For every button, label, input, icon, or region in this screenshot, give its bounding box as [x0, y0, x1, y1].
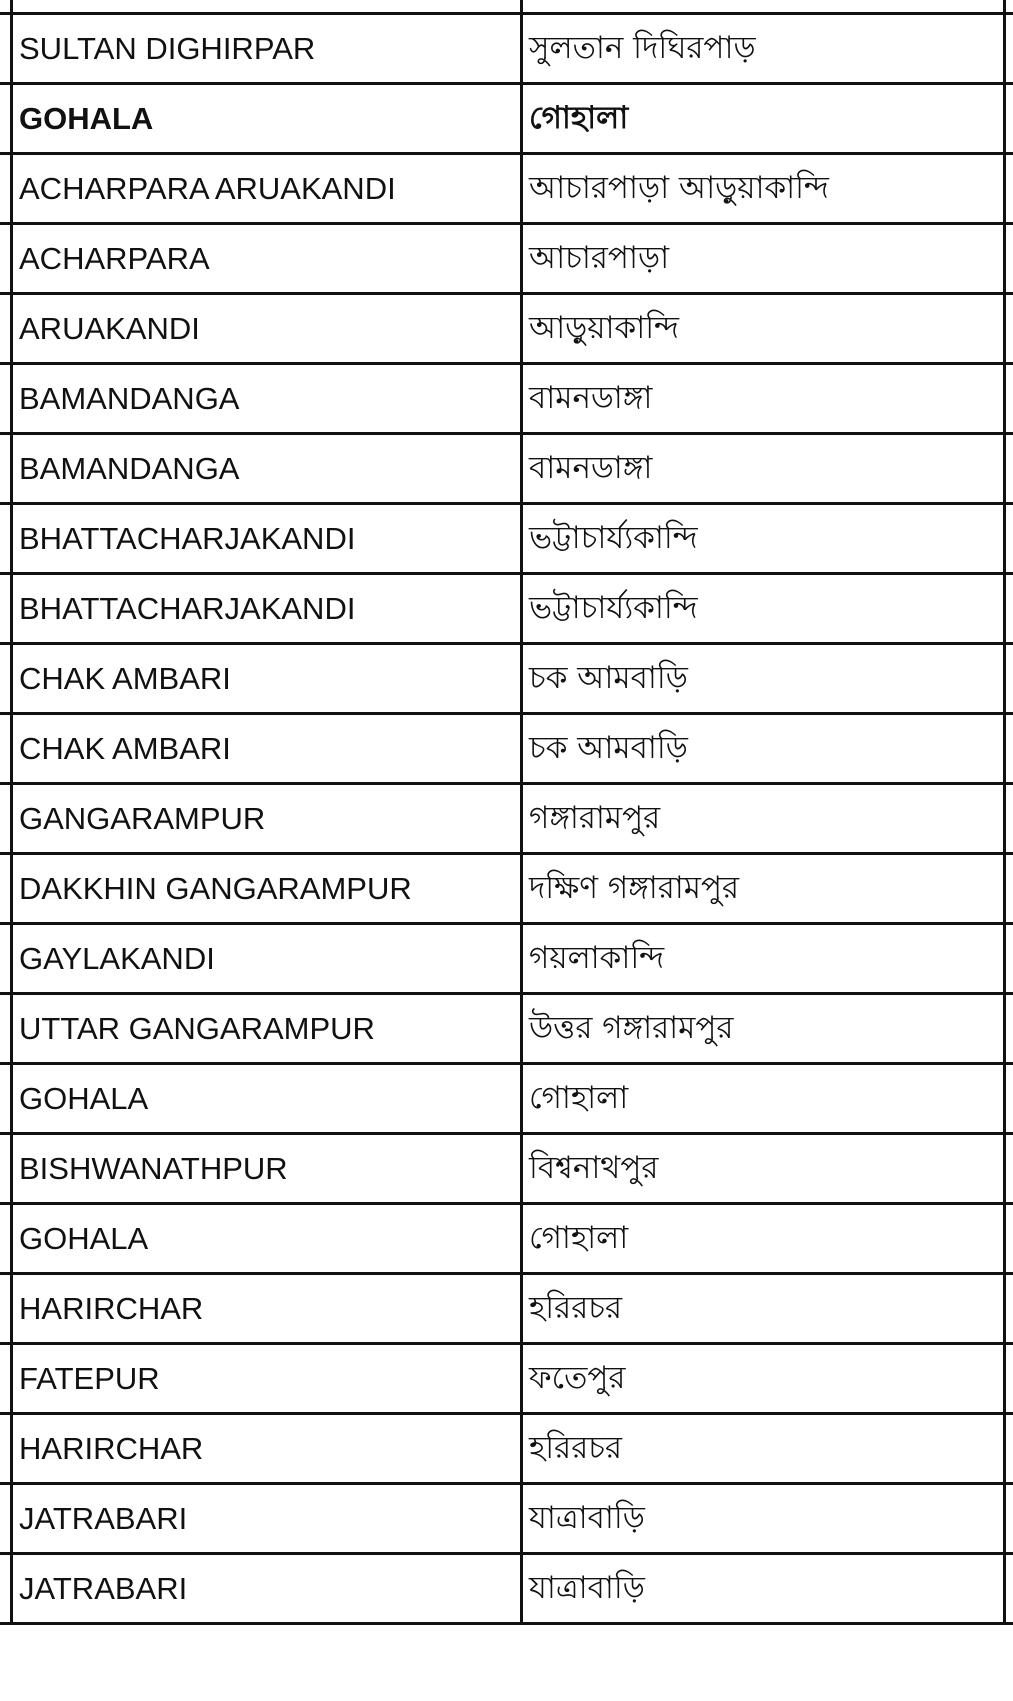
- table-row: [0, 363, 1013, 433]
- table-row: [0, 783, 1013, 853]
- bengali-name-cell: যাত্রাবাড়ি: [522, 1483, 1005, 1553]
- table-row: [0, 1133, 1013, 1203]
- table-edge-cell: [0, 363, 12, 433]
- english-name-cell: [12, 0, 522, 13]
- table-edge-cell: [1005, 363, 1013, 433]
- table-edge-cell: [1005, 923, 1013, 993]
- table-edge-cell: [1005, 783, 1013, 853]
- bengali-name-cell: উত্তর গঙ্গারামপুর: [522, 993, 1005, 1063]
- table-edge-cell: [1005, 1273, 1013, 1343]
- table-row: [0, 153, 1013, 223]
- table-edge-cell: [1005, 1343, 1013, 1413]
- table-edge-cell: [0, 923, 12, 993]
- table-row: [0, 1483, 1013, 1553]
- english-name-cell: CHAK AMBARI: [12, 643, 522, 713]
- bengali-name-cell: দক্ষিণ গঙ্গারামপুর: [522, 853, 1005, 923]
- table-edge-cell: [1005, 1413, 1013, 1483]
- table-edge-cell: [1005, 643, 1013, 713]
- table-row: [0, 1553, 1013, 1623]
- bengali-name-cell: গোহালা: [522, 1203, 1005, 1273]
- bengali-name-cell: বামনডাঙ্গা: [522, 433, 1005, 503]
- table-edge-cell: [1005, 1203, 1013, 1273]
- table-edge-cell: [1005, 1063, 1013, 1133]
- english-name-cell: GOHALA: [12, 83, 522, 153]
- table-row: [0, 1203, 1013, 1273]
- table-edge-cell: [0, 83, 12, 153]
- english-name-cell: UTTAR GANGARAMPUR: [12, 993, 522, 1063]
- bengali-name-cell: গঙ্গারামপুর: [522, 783, 1005, 853]
- table-edge-cell: [0, 503, 12, 573]
- table-row: [0, 573, 1013, 643]
- bengali-name-cell: আচারপাড়া আড়ুয়াকান্দি: [522, 153, 1005, 223]
- english-name-cell: ARUAKANDI: [12, 293, 522, 363]
- table-edge-cell: [0, 223, 12, 293]
- table-row: [0, 13, 1013, 83]
- english-name-cell: JATRABARI: [12, 1553, 522, 1623]
- english-name-cell: SULTAN DIGHIRPAR: [12, 13, 522, 83]
- table-edge-cell: [0, 1203, 12, 1273]
- english-name-cell: BAMANDANGA: [12, 433, 522, 503]
- english-name-cell: BHATTACHARJAKANDI: [12, 573, 522, 643]
- table-edge-cell: [0, 1413, 12, 1483]
- table-edge-cell: [1005, 713, 1013, 783]
- table-edge-cell: [1005, 223, 1013, 293]
- table-row: [0, 1063, 1013, 1133]
- table-row: [0, 83, 1013, 153]
- table-edge-cell: [0, 293, 12, 363]
- table-edge-cell: [1005, 993, 1013, 1063]
- table-edge-cell: [1005, 153, 1013, 223]
- english-name-cell: GAYLAKANDI: [12, 923, 522, 993]
- table-edge-cell: [1005, 573, 1013, 643]
- english-name-cell: GOHALA: [12, 1203, 522, 1273]
- bengali-name-cell: হরিরচর: [522, 1273, 1005, 1343]
- table-edge-cell: [1005, 1553, 1013, 1623]
- table-row: [0, 1413, 1013, 1483]
- table-row: [0, 643, 1013, 713]
- bengali-name-cell: চক আমবাড়ি: [522, 713, 1005, 783]
- table-edge-cell: [0, 713, 12, 783]
- table-edge-cell: [0, 0, 12, 13]
- english-name-cell: CHAK AMBARI: [12, 713, 522, 783]
- table-edge-cell: [0, 643, 12, 713]
- english-name-cell: BISHWANATHPUR: [12, 1133, 522, 1203]
- table-edge-cell: [0, 1483, 12, 1553]
- bengali-name-cell: চক আমবাড়ি: [522, 643, 1005, 713]
- english-name-cell: JATRABARI: [12, 1483, 522, 1553]
- english-name-cell: ACHARPARA: [12, 223, 522, 293]
- table-edge-cell: [1005, 13, 1013, 83]
- table-row: [0, 1343, 1013, 1413]
- table-edge-cell: [0, 433, 12, 503]
- english-name-cell: DAKKHIN GANGARAMPUR: [12, 853, 522, 923]
- english-name-cell: HARIRCHAR: [12, 1413, 522, 1483]
- table-row: [0, 993, 1013, 1063]
- table-edge-cell: [0, 1063, 12, 1133]
- table-row-cutoff: [0, 0, 1013, 13]
- bengali-name-cell: গোহালা: [522, 83, 1005, 153]
- bengali-name-cell: গয়লাকান্দি: [522, 923, 1005, 993]
- bengali-name-cell: আড়ুয়াকান্দি: [522, 293, 1005, 363]
- bengali-name-cell: বিশ্বনাথপুর: [522, 1133, 1005, 1203]
- english-name-cell: GANGARAMPUR: [12, 783, 522, 853]
- bengali-name-cell: যাত্রাবাড়ি: [522, 1553, 1005, 1623]
- bengali-name-cell: গোহালা: [522, 1063, 1005, 1133]
- english-name-cell: ACHARPARA ARUAKANDI: [12, 153, 522, 223]
- table-edge-cell: [1005, 1483, 1013, 1553]
- english-name-cell: BHATTACHARJAKANDI: [12, 503, 522, 573]
- english-name-cell: HARIRCHAR: [12, 1273, 522, 1343]
- table-edge-cell: [1005, 1133, 1013, 1203]
- bengali-name-cell: সুলতান দিঘিরপাড়: [522, 13, 1005, 83]
- table-edge-cell: [0, 1343, 12, 1413]
- table-edge-cell: [1005, 503, 1013, 573]
- table-row: [0, 1273, 1013, 1343]
- table-edge-cell: [1005, 0, 1013, 13]
- table-edge-cell: [0, 1273, 12, 1343]
- bengali-name-cell: ভট্টাচার্য্যকান্দি: [522, 503, 1005, 573]
- table-row: [0, 853, 1013, 923]
- table-edge-cell: [0, 1133, 12, 1203]
- table-row: [0, 433, 1013, 503]
- table-edge-cell: [0, 1553, 12, 1623]
- table-edge-cell: [1005, 853, 1013, 923]
- english-name-cell: GOHALA: [12, 1063, 522, 1133]
- table-edge-cell: [1005, 433, 1013, 503]
- bengali-name-cell: হরিরচর: [522, 1413, 1005, 1483]
- table-edge-cell: [0, 573, 12, 643]
- table-edge-cell: [1005, 293, 1013, 363]
- bengali-name-cell: আচারপাড়া: [522, 223, 1005, 293]
- bengali-name-cell: বামনডাঙ্গা: [522, 363, 1005, 433]
- english-name-cell: FATEPUR: [12, 1343, 522, 1413]
- bengali-name-cell: ভট্টাচার্য্যকান্দি: [522, 573, 1005, 643]
- table-edge-cell: [0, 783, 12, 853]
- english-name-cell: BAMANDANGA: [12, 363, 522, 433]
- bengali-name-cell: [522, 0, 1005, 13]
- table-edge-cell: [0, 13, 12, 83]
- table-row: [0, 923, 1013, 993]
- table-edge-cell: [0, 153, 12, 223]
- table-row: [0, 293, 1013, 363]
- bengali-name-cell: ফতেপুর: [522, 1343, 1005, 1413]
- table-row: [0, 503, 1013, 573]
- table-edge-cell: [1005, 83, 1013, 153]
- table-row: [0, 713, 1013, 783]
- table-row: [0, 223, 1013, 293]
- table-edge-cell: [0, 853, 12, 923]
- table-edge-cell: [0, 993, 12, 1063]
